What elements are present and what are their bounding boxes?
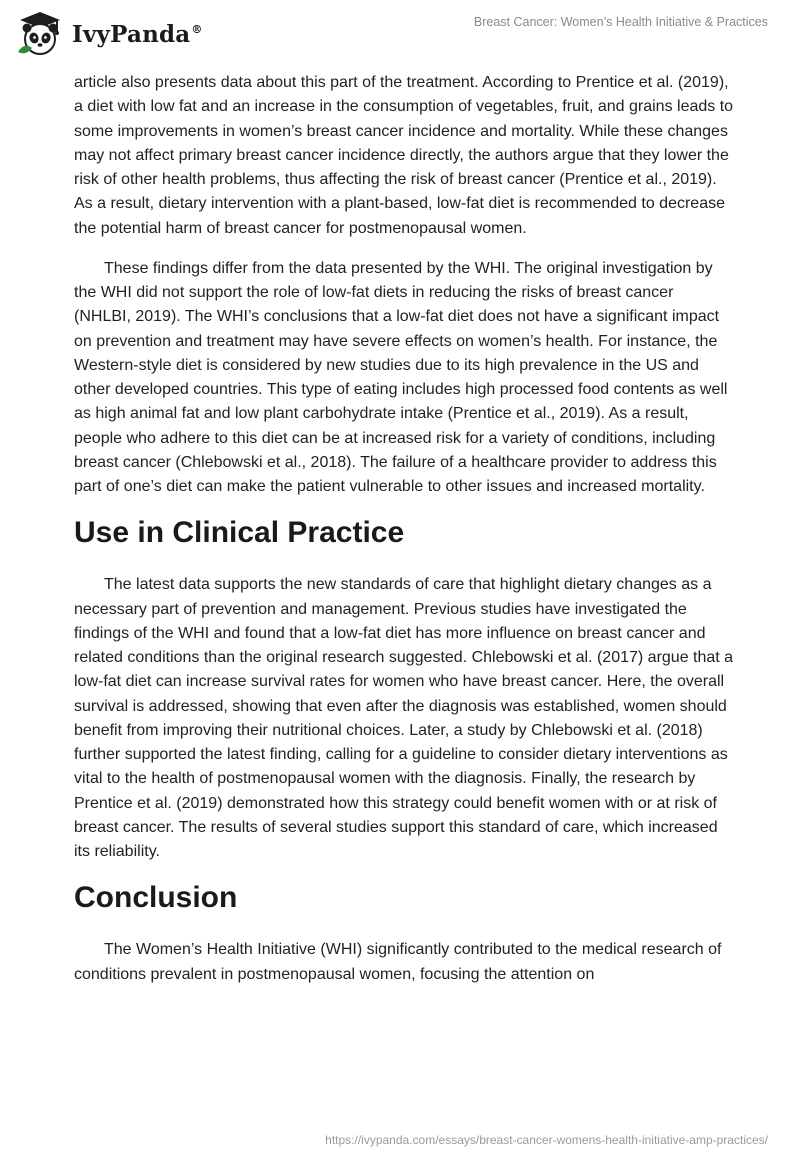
paragraph: The latest data supports the new standards of care that highlight dietary changes as a necessary part of prevention and management. Previous studies have investigated the findings of the WHI and found that a low-fat diet has more influence on breast cancer and related conditions than the original research suggested. Chlebowski et al. (2017) argue that a low-fat diet can increase survival rates for women who have breast cancer. Here, the overall survival is addressed, showing that even after the diagnosis was established, women should benefit from improving their nutritional choices. Later, a study by Chlebowski et al. (2018) further supported the latest finding, calling for a guideline to consider dietary interventions as vital to the health of postmenopausal women with the diagnosis. Finally, the research by Prentice et al. (2019) demonstrated how this strategy could benefit women with or at risk of breast cancer. The results of several studies support this standard of care, which increased its reliability. <box>74 576 734 860</box>
panda-graduation-cap-icon <box>14 8 66 60</box>
paragraph: article also presents data about this part of the treatment. According to Prentice et al. (2019), a diet with low fat and an increase in the consumption of vegetables, fruit, and grains leads to some improvements in women’s breast cancer incidence and mortality. While these changes may not affect primary breast cancer incidence directly, the authors argue that they lower the risk of other health problems, thus affecting the risk of breast cancer (Prentice et al., 2019). As a result, dietary intervention with a plant-based, low-fat diet is recommended to decrease the potential harm of breast cancer for postmenopausal women. <box>74 74 734 237</box>
essay-content <box>74 71 734 1003</box>
source-url[interactable]: https://ivypanda.com/essays/breast-cancer-womens-health-initiative-amp-practices/ <box>325 1133 768 1147</box>
brand-name: IvyPanda® <box>72 20 203 48</box>
section-heading-clinical-practice: Use in Clinical Practice <box>74 516 405 550</box>
ivypanda-logo[interactable] <box>14 8 203 60</box>
section-heading-conclusion: Conclusion <box>74 881 238 915</box>
document-title: Breast Cancer: Women’s Health Initiative & Practices <box>473 15 768 29</box>
paragraph: These findings differ from the data presented by the WHI. The original investigation by the WHI did not support the role of low-fat diets in reducing the risks of breast cancer (NHLBI, 2019). The WHI’s conclusions that a low-fat diet does not have a significant impact on prevention and treatment may have severe effects on women’s health. For instance, the Western-style diet is considered by new studies due to its high prevalence in the US and other developed countries. This type of eating includes high processed food contents as well as high animal fat and low plant carbohydrate intake (Prentice et al., 2019). As a result, people who adhere to this diet can be at increased risk for a variety of conditions, including breast cancer (Chlebowski et al., 2018). The failure of a healthcare provider to address this part of one’s diet can make the patient vulnerable to other issues and increased mortality. <box>74 259 728 495</box>
paragraph: The Women’s Health Initiative (WHI) significantly contributed to the medical research of conditions prevalent in postmenopausal women, focusing the attention on <box>74 941 722 983</box>
